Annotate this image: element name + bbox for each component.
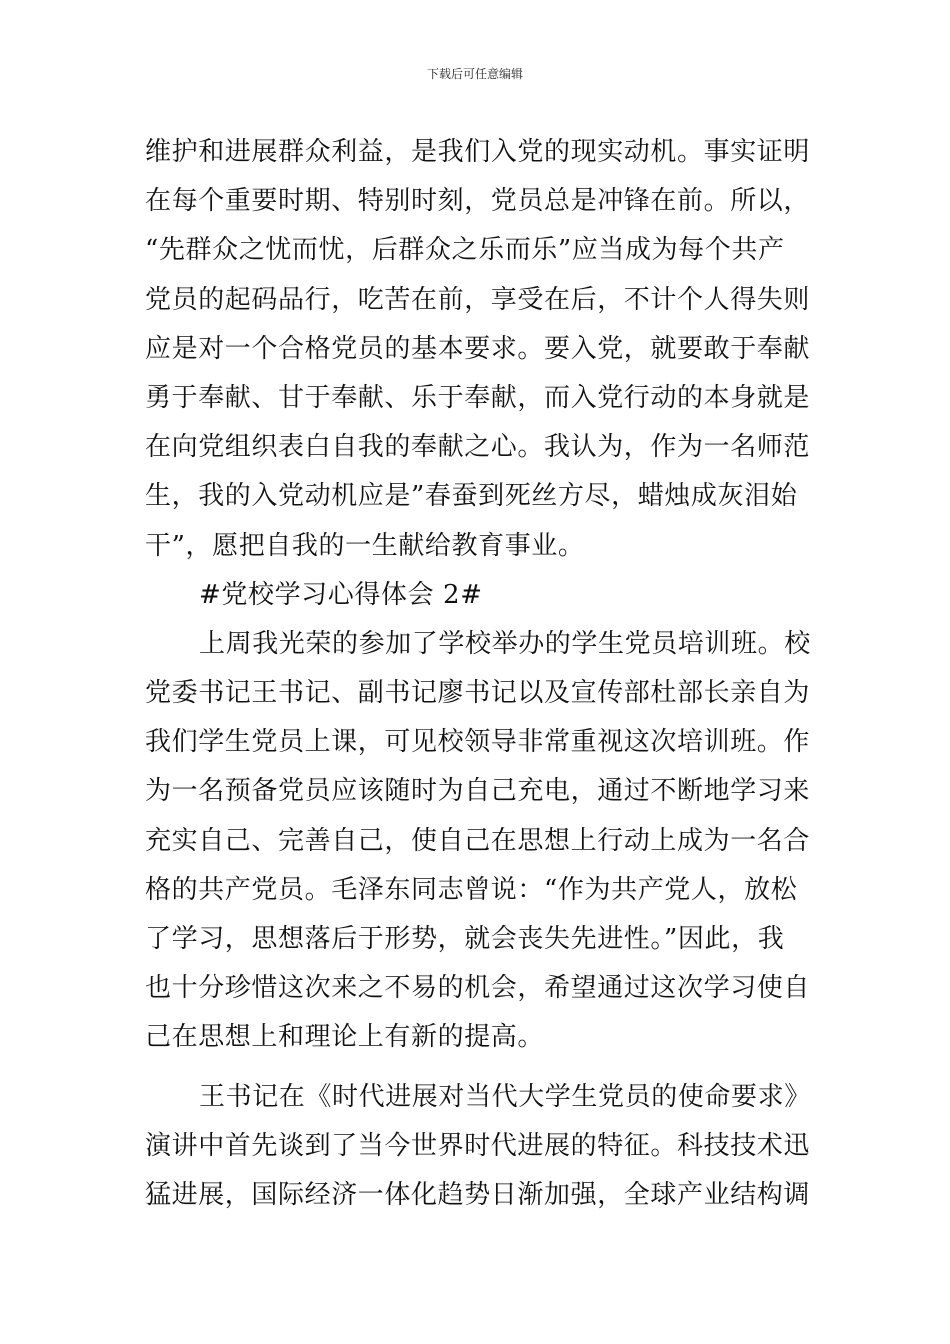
text-line: 维护和进展群众利益，是我们入党的现实动机。事实证明 — [145, 137, 811, 167]
text-line: 上周我光荣的参加了学校举办的学生党员培训班。校 — [199, 628, 811, 659]
text-line: 党委书记王书记、副书记廖书记以及宣传部杜部长亲自为 — [145, 678, 811, 709]
text-line: 为一名预备党员应该随时为自己充电，通过不断地学习来 — [145, 776, 811, 807]
text-line: 勇于奉献、甘于奉献、乐于奉献，而入党行动的本身就是 — [145, 382, 811, 413]
text-line: 党员的起码品行，吃苦在前，享受在后，不计个人得失则 — [145, 284, 811, 315]
text-line: 我们学生党员上课，可见校领导非常重视这次培训班。作 — [145, 727, 811, 758]
text-line: 应是对一个合格党员的基本要求。要入党，就要敢于奉献 — [145, 333, 811, 364]
text-line: 干”，愿把自我的一生献给教育事业。 — [145, 530, 585, 561]
text-line: 生，我的入党动机应是”春蚕到死丝方尽，蜡烛成灰泪始 — [145, 481, 798, 512]
text-line: 王书记在《时代进展对当代大学生党员的使命要求》 — [199, 1081, 811, 1112]
text-line: 也十分珍惜这次来之不易的机会，希望通过这次学习使自 — [145, 973, 811, 1004]
paragraph-3 — [145, 1073, 811, 1221]
text-line: 在每个重要时期、特别时刻，党员总是冲锋在前。所以， — [145, 186, 811, 217]
page-header: 下载后可任意编辑 — [426, 67, 523, 81]
section-heading: #党校学习心得体会 2# — [199, 579, 483, 610]
paragraph-2 — [145, 620, 811, 1063]
document-body — [145, 128, 811, 1220]
text-line: 充实自己、完善自己，使自己在思想上行动上成为一名合 — [145, 825, 811, 856]
text-line: 猛进展，国际经济一体化趋势日渐加强，全球产业结构调 — [145, 1179, 811, 1210]
text-line: 演讲中首先谈到了当今世界时代进展的特征。科技技术迅 — [145, 1130, 811, 1161]
paragraph-1 — [145, 128, 811, 571]
text-line: 在向党组织表白自我的奉献之心。我认为，作为一名师范 — [145, 432, 811, 463]
text-line: 己在思想上和理论上有新的提高。 — [145, 1022, 545, 1053]
text-line: “先群众之忧而忧，后群众之乐而乐”应当成为每个共产 — [145, 235, 785, 266]
text-line: 了学习，思想落后于形势，就会丧失先进性。”因此，我 — [145, 924, 785, 954]
text-line: 格的共产党员。毛泽东同志曾说：“作为共产党人，放松 — [145, 874, 798, 905]
